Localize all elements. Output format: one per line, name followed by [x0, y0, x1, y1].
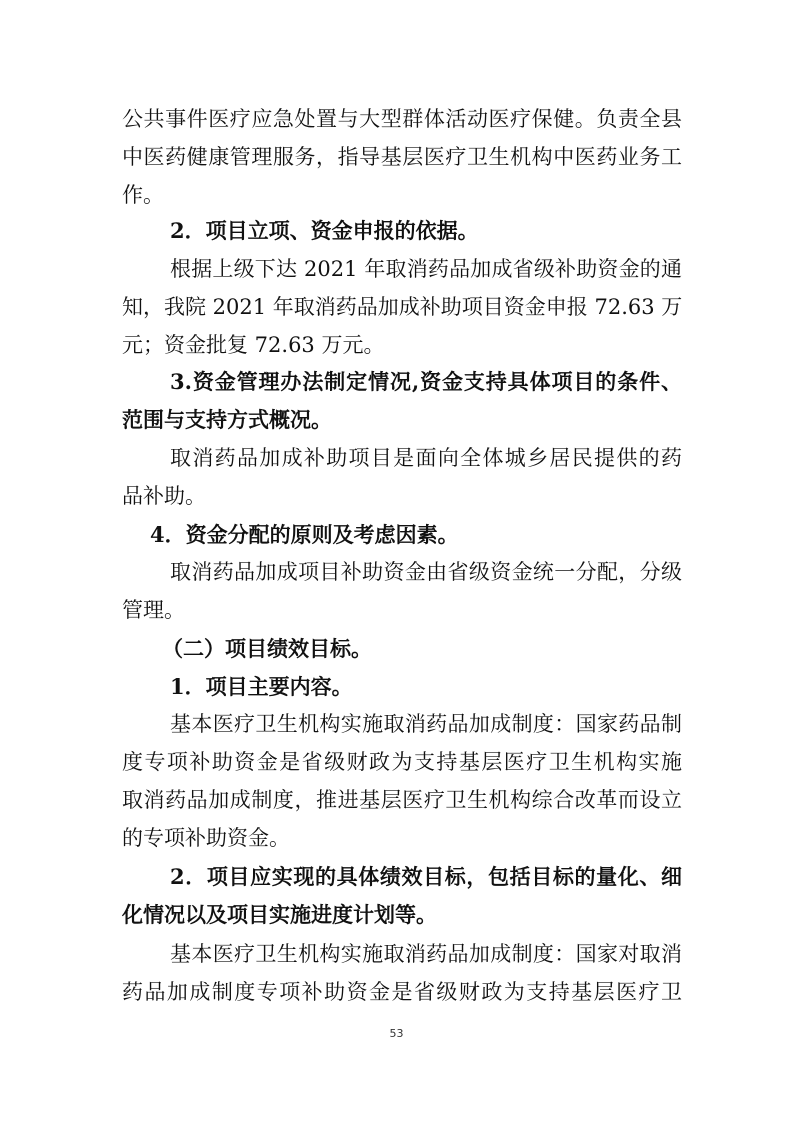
heading-line: 2．项目立项、资金申报的依据。	[170, 218, 479, 243]
paragraph-allocation	[122, 553, 682, 629]
text-line: 品补助。	[122, 484, 206, 508]
paragraph-specific-goals	[122, 935, 682, 1011]
heading-line: 1．项目主要内容。	[170, 674, 353, 699]
text-line: 基本医疗卫生机构实施取消药品加成制度：国家药品制	[170, 712, 682, 736]
text-line: 知，我院 2021 年取消药品加成补助项目资金申报 72.63 万	[122, 295, 683, 319]
text-line: 取消药品加成制度，推进基层医疗卫生机构综合改革而设立	[122, 788, 682, 812]
text-line: 取消药品加成项目补助资金由省级资金统一分配，分级	[170, 560, 682, 584]
heading-specific-goals	[122, 858, 682, 934]
heading-fund-management	[122, 363, 682, 439]
heading-project-basis	[122, 212, 682, 250]
paragraph-responsibilities	[122, 100, 682, 214]
heading-line: 化情况以及项目实施进度计划等。	[122, 902, 437, 927]
text-line: 度专项补助资金是省级财政为支持基层医疗卫生机构实施	[122, 750, 682, 774]
heading-line: 范围与支持方式概况。	[122, 407, 332, 432]
text-line: 根据上级下达 2021 年取消药品加成省级补助资金的通	[170, 257, 682, 281]
text-line: 作。	[122, 183, 164, 207]
text-line: 中医药健康管理服务，指导基层医疗卫生机构中医药业务工	[122, 145, 682, 169]
text-line: 管理。	[122, 598, 185, 622]
heading-performance-goals	[122, 630, 682, 668]
page-number: 53	[389, 1027, 404, 1040]
heading-allocation	[122, 516, 682, 554]
heading-line: 3.资金管理办法制定情况,资金支持具体项目的条件、	[170, 369, 682, 394]
text-line: 元；资金批复 72.63 万元。	[122, 333, 385, 357]
text-line: 药品加成制度专项补助资金是省级财政为支持基层医疗卫	[122, 980, 682, 1004]
paragraph-fund-management	[122, 439, 682, 515]
paragraph-main-content	[122, 705, 682, 857]
text-line: 取消药品加成补助项目是面向全体城乡居民提供的药	[170, 446, 682, 470]
heading-line: 4．资金分配的原则及考虑因素。	[150, 522, 459, 547]
heading-main-content	[122, 668, 682, 706]
paragraph-basis	[122, 250, 682, 364]
heading-line: 2．项目应实现的具体绩效目标，包括目标的量化、细	[170, 864, 682, 889]
text-line: 公共事件医疗应急处置与大型群体活动医疗保健。负责全县	[122, 107, 682, 131]
text-line: 基本医疗卫生机构实施取消药品加成制度：国家对取消	[170, 942, 682, 966]
heading-line: （二）项目绩效目标。	[162, 636, 372, 661]
text-line: 的专项补助资金。	[122, 826, 290, 850]
